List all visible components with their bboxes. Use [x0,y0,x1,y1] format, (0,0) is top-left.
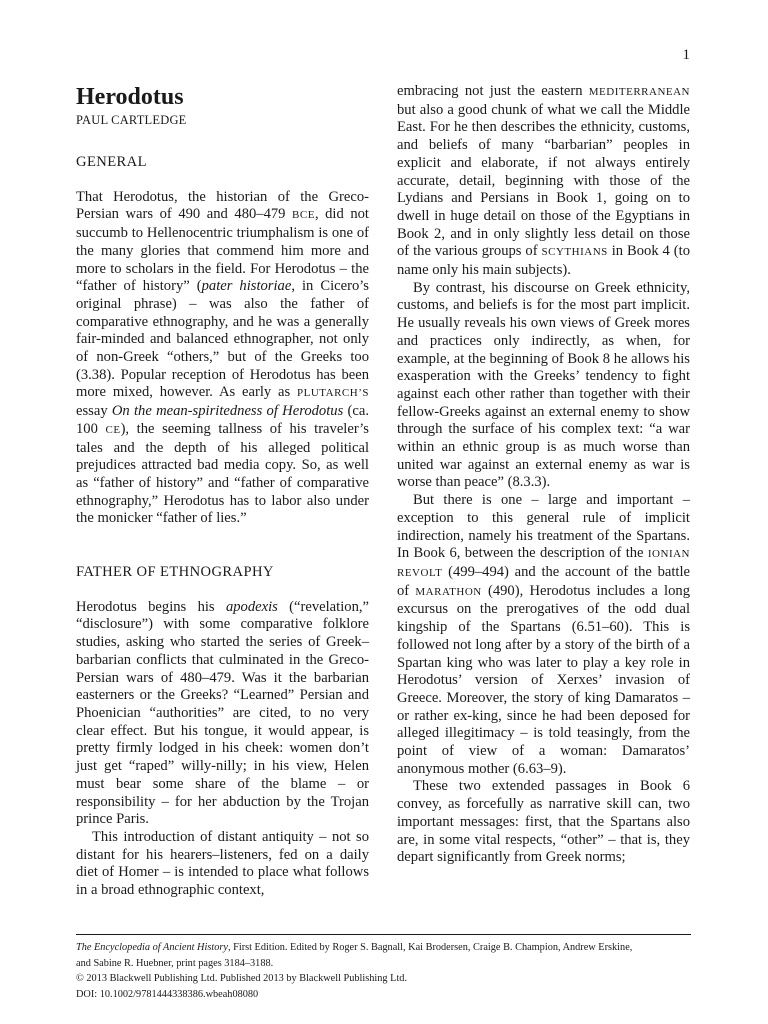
citation-line-2: and Sabine R. Huebner, print pages 3184–3188. [76,957,274,969]
paragraph-ethnography-1: Herodotus begins his apodexis (“revelation,” “disclosure”) with some comparative folklore studies, asking who started the series of Greek–barbarian conflicts that culminated in the Greco-Persian wars of 480–479. Was it the barbarian easterners or the Greeks? “Learned” Persian and Phoenician “authorities” are cited, to no very clear effect. But his tongue, it would appear, is pretty firmly lodged in his cheek: women don’t just get “raped” willy-nilly; in his view, Helen must bear some share of the blame – or responsibility – for her abduction by the Trojan prince Paris. [76,598,369,828]
cross-reference-ionian-revolt: IONIAN REVOLT [397,548,690,579]
encyclopedia-title: The Encyclopedia of Ancient History [76,942,228,953]
greek-term: apodexis [225,598,278,615]
footer-divider [76,934,691,935]
copyright-line: © 2013 Blackwell Publishing Ltd. Published 2013 by Blackwell Publishing Ltd. [76,973,408,985]
left-column [76,84,369,900]
paragraph-general: That Herodotus, the historian of the Greco-Persian wars of 490 and 480–479 BCE, did not succumb to Hellenocentric triumphalism is one of the many glories that commend him more and more to scholars in the field. For Herodotus – the “father of history” (pater historiae, in Cicero’s original phrase) – was also the father of comparative ethnography, and he was a generally fair-minded and balanced ethnographer, not only of non-Greek “others,” but of the Greeks too (3.38). Popular reception of Herodotus has been more mixed, however. As early as PLUTARCH’S essay On the mean-spiritedness of Herodotus (ca. 100 CE), the seeming tallness of his traveler’s tales and the depth of his alleged political prejudices attracted bad media copy. So, as well as “father of history” and “father of comparative ethnography,” Herodotus has to labor also under the monicker “father of lies.” [76,188,369,527]
paragraph-greek-ethnicity: By contrast, his discourse on Greek ethnicity, customs, and beliefs is for the most part implicit. He usually reveals his own views of Greek mores and practices only indirectly, as when, for example, at the beginning of Book 8 he allows his exasperation with the Greeks’ tendency to fight against each other rather than together with their fellow-Greeks against an external enemy to show through the surface of his complex text: “a war within an ethnic group is as much worse than united war against an external enemy as war is worse than peace” (8.3.3). [397,279,690,491]
right-column [397,83,690,867]
latin-phrase: pater historiae [201,278,292,295]
article-author: PAUL CARTLEDGE [76,113,187,127]
citation-line-1: The Encyclopedia of Ancient History, First Edition. Edited by Roger S. Bagnall, Kai Brodersen, Craige B. Champion, Andrew Erskine, [76,942,633,953]
cross-reference-scythians: SCYTHIANS [541,246,608,259]
page-number: 1 [682,47,690,63]
small-caps-term: BCE [292,209,315,222]
section-heading-ethnography: FATHER OF ETHNOGRAPHY [76,564,274,581]
paragraph-continued: embracing not just the eastern MEDITERRANEAN but also a good chunk of what we call the Middle East. For he then describes the ethnicity, customs, and beliefs of many “barbarian” peoples in explicit and elaborate, if not always entirely accurate, detail, beginning with those of the Lydians and Persians in Book 1, going on to dwell in huge detail on those of the Egyptians in Book 2, and in only slightly less detail on those of the various groups of SCYTHIANS in Book 4 (to name only his main subjects). [397,83,691,279]
paragraph-spartans: But there is one – large and important – exception to this general rule of implicit indirection, namely his treatment of the Spartans. In Book 6, between the description of the IONIAN REVOLT (499–494) and the account of the battle of MARATHON (490), Herodotus includes a long excursus on the prerogatives of the odd dual kingship of the Spartans (6.51–60). This is followed not long after by a story of the birth of a Spartan king who was later to play a key role in Herodotus’ version of Xerxes’ invasion of Greece. Moreover, the story of king Damaratos – or rather ex-king, since he had been deposed for alleged illegitimacy – is told teasingly, from the point of view of a woman: Damaratos’ anonymous mother (6.63–9). [397,492,690,777]
section-heading-general: GENERAL [76,154,147,170]
doi-line: DOI: 10.1002/9781444338386.wbeah08080 [76,988,259,1000]
work-title: On the mean-spiritedness of Herodotus [111,403,344,420]
citation-footer [76,940,696,1002]
paragraph-ethnography-2: This introduction of distant antiquity – not so distant for his hearers–listeners, fed on a daily diet of Homer – is intended to place what follows in a broad ethnographic context, [76,828,369,899]
article-title: Herodotus [76,84,184,110]
cross-reference-mediterranean: MEDITERRANEAN [588,86,690,98]
cross-reference-plutarch: PLUTARCH’S [297,387,369,400]
paragraph-book-six: These two extended passages in Book 6 convey, as forcefully as narrative skill can, two important messages: first, that the Spartans also are, in some vital respects, “other” – that is, they depart significantly from Greek norms; [397,778,690,866]
cross-reference-marathon: MARATHON [415,585,482,598]
small-caps-term: CE [105,423,121,436]
